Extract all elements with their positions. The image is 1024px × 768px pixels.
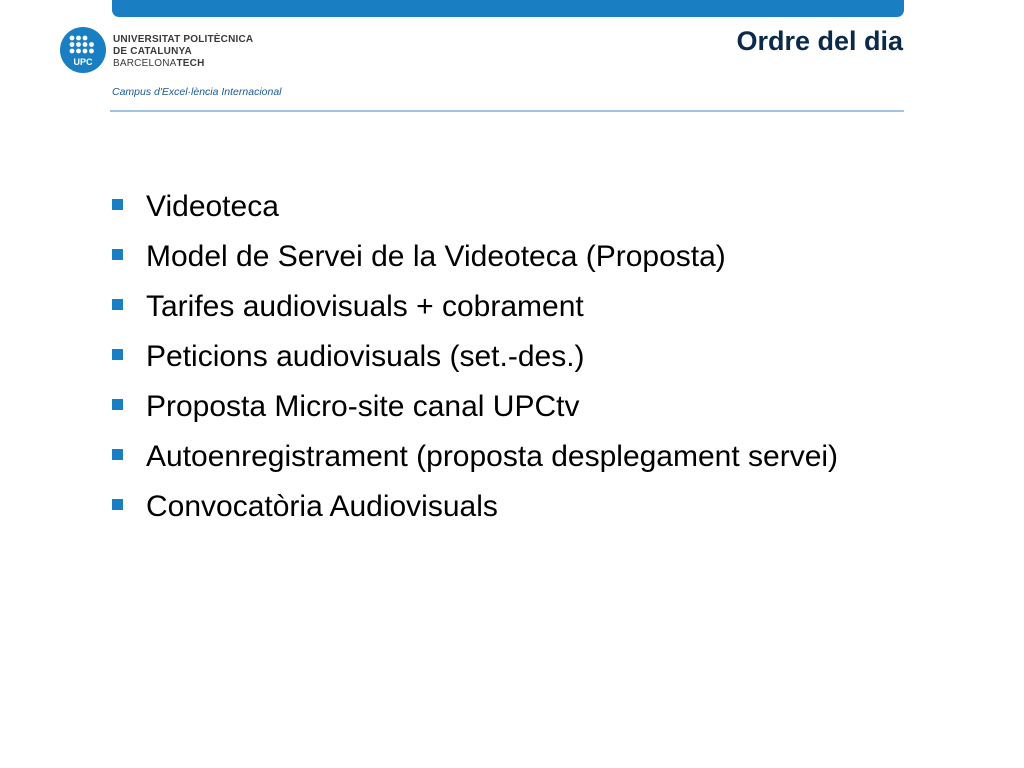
upc-logo: [60, 27, 106, 73]
agenda-item-text: Autoenregistrament (proposta desplegament servei): [146, 440, 839, 473]
university-city: [113, 58, 253, 70]
square-bullet-icon: [112, 449, 123, 460]
agenda-item: [108, 490, 868, 524]
slide-title: Ordre del dia: [736, 26, 903, 56]
square-bullet-icon: [112, 199, 123, 210]
agenda-item-text: Proposta Micro-site canal UPCtv: [146, 390, 580, 423]
upc-logo-icon: [60, 27, 106, 73]
title-divider: [110, 110, 904, 112]
agenda-item: [108, 440, 868, 474]
university-name: [113, 34, 253, 70]
agenda-item-text: Videoteca: [146, 190, 279, 223]
city-name-light: BARCELONA: [113, 58, 177, 69]
agenda-item: [108, 190, 868, 224]
agenda-item: [108, 390, 868, 424]
logo-text: UPC: [73, 57, 93, 67]
city-name-bold: TECH: [176, 58, 205, 69]
campus-tagline: Campus d'Excel·lència Internacional: [112, 86, 282, 98]
university-name-line-1: UNIVERSITAT POLITÈCNICA: [113, 34, 254, 45]
square-bullet-icon: [112, 249, 123, 260]
square-bullet-icon: [112, 299, 123, 310]
agenda-item: [108, 240, 868, 274]
square-bullet-icon: [112, 349, 123, 360]
square-bullet-icon: [112, 399, 123, 410]
agenda-item-text: Peticions audiovisuals (set.-des.): [146, 340, 585, 373]
agenda-item-text: Model de Servei de la Videoteca (Proposta): [146, 240, 726, 273]
agenda-list: [108, 190, 868, 540]
agenda-item: [108, 340, 868, 374]
agenda-item-text: Tarifes audiovisuals + cobrament: [146, 290, 584, 323]
agenda-item-text: Convocatòria Audiovisuals: [146, 490, 498, 523]
header-accent-bar: [112, 0, 904, 17]
agenda-item: [108, 290, 868, 324]
university-name-line-2: DE CATALUNYA: [113, 46, 192, 57]
square-bullet-icon: [112, 499, 123, 510]
